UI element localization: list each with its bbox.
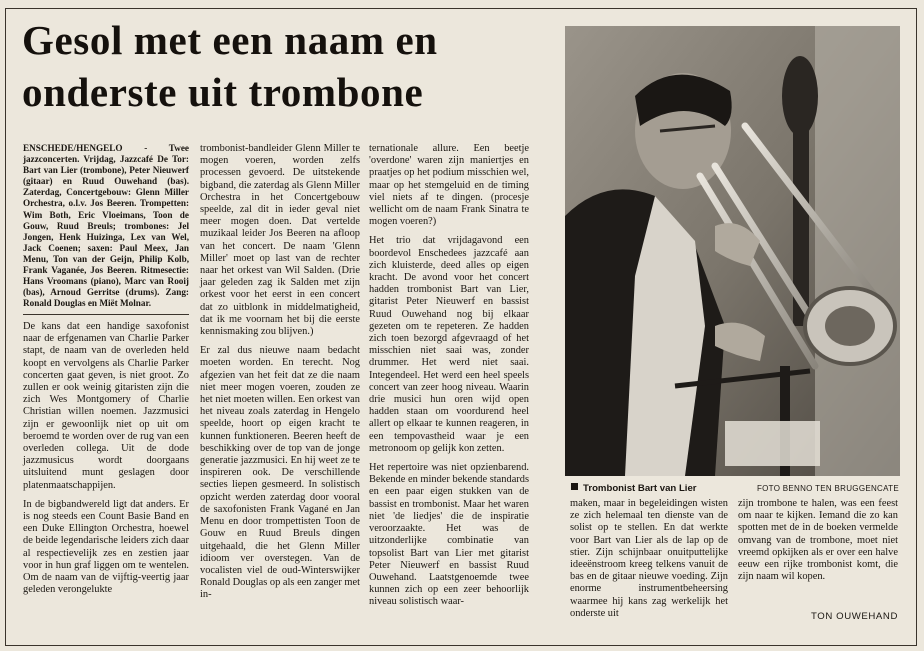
- column-4: [570, 498, 728, 627]
- photo-caption: [571, 483, 901, 497]
- caption-text: Trombonist Bart van Lier: [583, 483, 697, 494]
- paragraph: De kans dat een handige saxofonist naar de erfgenamen van Charlie Parker stapt, de naam van de overleden held koopt en vervolgens als Charlie Parker concerten gaat geven, is niet groot. Zo zullen er ook weinig gitaristen zijn die zich Wes Montgomery of Charlie Christian willen noemen. Jazzmusici zijn er gewoonlijk niet op uit om beroemd te worden over de rug van een overleden collega. Uit de dode jazzmusicus wordt doorgaans uitsluitend munt geslagen door platenmaatschappijen.: [23, 321, 189, 491]
- paragraph: ternationale allure. Een beetje 'overdone' waren zijn maniertjes en praatjes op het podium misschien wel, maar op het stemgeluid en de timing viel niets af te dingen. (procesje wellicht om de naam Frank Sinatra te mogen voeren?): [369, 143, 529, 228]
- trombonist-photo: [565, 26, 900, 476]
- intro-divider: [23, 314, 189, 315]
- photo-credit: FOTO BENNO TEN BRUGGENCATE: [756, 484, 899, 493]
- paragraph: Het repertoire was niet opzienbarend. Bekende en minder bekende standards en een paar eigen stukken van de bassist en trombonist. Maar het waren niet 'de liedjes' die de inspiratie veroorzaakte. Het was de uitzonderlijke combinatie van topsolist Bart van Lier met gitarist Peter Nieuwerf en bassist Ruud Ouwehand. Laatstgenoemde twee kunnen zich op een zeer behoorlijk niveau solistisch waar-: [369, 462, 529, 608]
- trombone-player-illustration: [565, 26, 900, 476]
- column-2: [200, 143, 360, 609]
- intro-credits: ENSCHEDE/HENGELO - Twee jazzconcerten. Vrijdag, Jazzcafé De Tor: Bart van Lier (trombone), Peter Nieuwerf (gitaar) en Ruud Ouwehand (bas). Zaterdag, Concertgebouw: Glenn Miller Orchestra, o.l.v. Jos Beeren. Trompetten: Wim Both, Eric Vloeimans, Toon de Gouw, Ruud Breuls; trombones: Jel Jongen, Henk Huizinga, Lex van Wel, Jack Coenen; saxen: Paul Meex, Jan Menu, Ton van der Geijn, Philip Kolb, Frank Vaganée, Jos Beeren. Ritmesectie: Hans Vroomans (piano), Marc van Rooij (bas), Arnoud Gerritse (drums). Zang: Ronald Douglas en Miët Molnar.: [23, 143, 189, 309]
- caption-bullet-icon: [571, 483, 578, 490]
- column-1: [23, 321, 189, 603]
- column-3: [369, 143, 529, 616]
- paragraph: Het trio dat vrijdagavond een boordevol Enschedees jazzcafé aan zich kluisterde, deed alles op eigen kracht. De avond voor het concert hadden trombonist Bart van Lier, gitarist Peter Nieuwerf en bassist Ruud Ouwehand nog bij elkaar gezeten om te repeteren. Ze hadden zich toen bezorgd afgevraagd of het misschien niet saai was, zonder drummer. Het werd niet saai. Integendeel. Het werd een heel speels concert van zeer hoog niveau. Waarin drie musici hun oren wijd open hadden staan om voordurend heel allert op elkaar te kunnen reageren, in een tempovastheid waar je een metronoom op gelijk kon zetten.: [369, 235, 529, 454]
- paragraph: Er zal dus nieuwe naam bedacht moeten worden. En terecht. Nog afgezien van het feit dat ze die naam niet meer mogen voeren, zouden ze het niet moeten willen. Een orkest van het niveau zoals zaterdag in Hengelo speelde, hoort op eigen kracht te kunnen funktioneren. Beeren heeft de beschikking over de top van de jonge generatie jazzmusici. En hij weet ze te inspireren ook. De verschillende secties liepen gesmeerd. In solistisch opzicht werden zaterdag door vooral de saxofonisten Frank Vagané en Jan Menu en door trompettisten Toon de Gouw en Ruud Breuls dingen uitgehaald, die het Glenn Miller idioom ver overstegen. Van de vocalisten viel de oud-Winterswijker Ronald Douglas op als een zanger met in-: [200, 345, 360, 601]
- paragraph: maken, maar in begeleidingen wisten ze zich helemaal ten dienste van de solist op te stellen. En dat werkte voor Bart van Lier als de lap op de stier. Zijn schijnbaar onuitputtelijke ideeënstroom kreeg telkens vanuit de bas en de gitaar nieuwe voeding. Zijn enorme instrumentbeheersing waarmee hij kans zag werkelijk het onderste uit: [570, 498, 728, 619]
- column-1-intro: [23, 143, 189, 316]
- headline-line-2: onderste uit trombone: [22, 69, 424, 115]
- column-5: [738, 498, 898, 590]
- paragraph: trombonist-bandleider Glenn Miller te mogen voeren, worden zelfs processen gevoerd. De uitstekende bigband, die zaterdag als Glenn Miller Orchestra in het Concertgebouw speelde, zal dit in ieder geval niet meer mogen doen. Dat vertelde muzikaal leider Jos Beeren na afloop van het concert. De naam 'Glenn Miller' moet op last van de rechter naar het orkest van Wil Salden. (Drie jaar geleden zag ik Salden met zijn orkest voor het eerst in een concert dat zo uitblonk in middelmatigheid, dat ik me voornam het bij die eerste kennismaking zou blijven.): [200, 143, 360, 338]
- paragraph: zijn trombone te halen, was een feest om naar te kijken. Iemand die zo kan spotten met de in de boeken vermelde omvang van de trombone, moet niet vreemd opkijken als er over een halve eeuw een rijke trombonist komt, die zijn naam wil kopen.: [738, 498, 898, 583]
- headline: [22, 14, 562, 118]
- headline-line-1: Gesol met een naam en: [22, 17, 438, 63]
- paragraph: In de bigbandwereld ligt dat anders. Er is nog steeds een Count Basie Band en een Duke Ellington Orchestra, hoewel de beide legendarische leiders zich daar al respectievelijk zes en zestien jaar voor in hun graf liggen om te wentelen. Om de naam van de vijftig-veertig jaar geleden verongelukte: [23, 498, 189, 596]
- author-byline: TON OUWEHAND: [811, 611, 898, 622]
